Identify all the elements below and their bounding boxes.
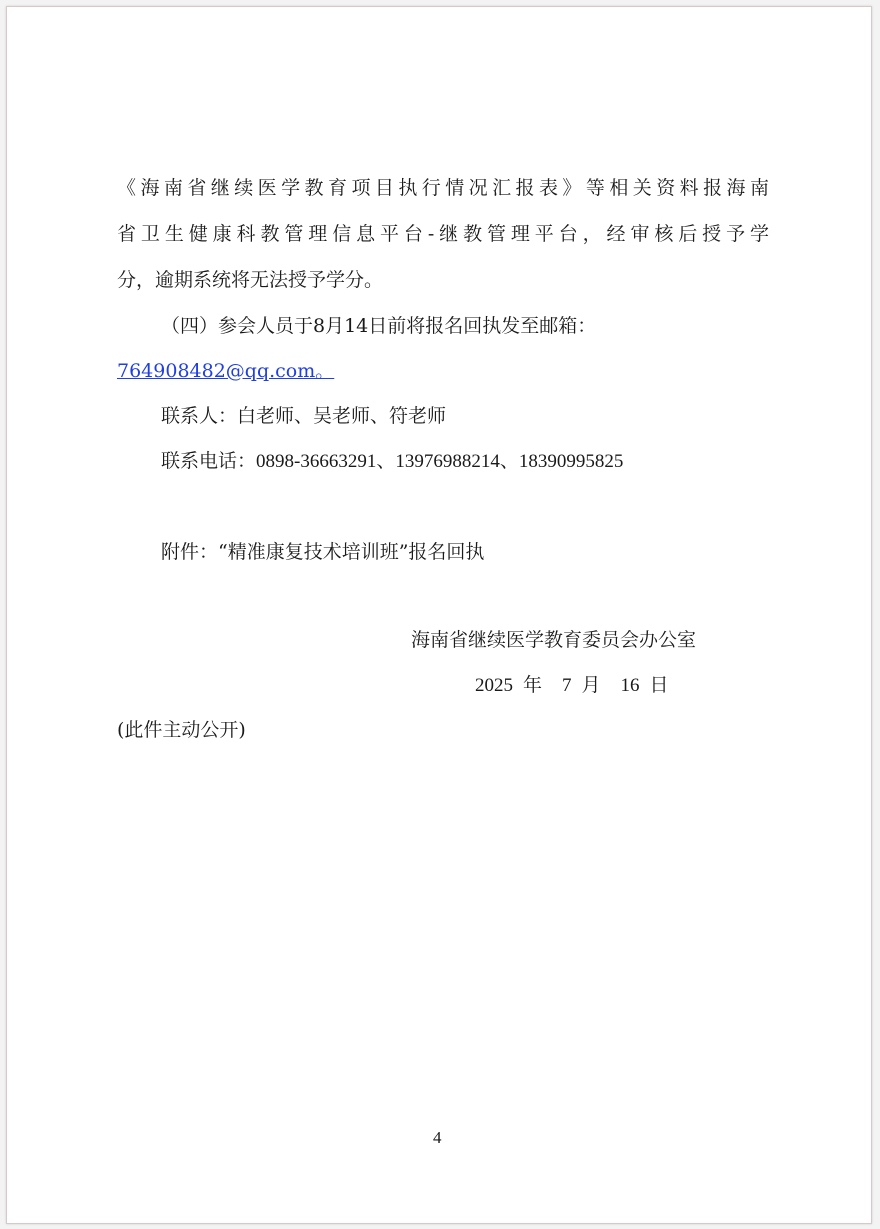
- email-link[interactable]: 764908482@qq.com。: [117, 360, 335, 382]
- page-number: 4: [433, 1128, 442, 1147]
- attachment-note: 附件：“精准康复技术培训班”报名回执: [161, 541, 485, 563]
- paragraph-line-2: 省卫生健康科教管理信息平台-继教管理平台，经审核后授予学: [117, 223, 769, 245]
- date-month: 7: [562, 675, 572, 696]
- contact-phones: 联系电话：0898-36663291、13976988214、18390995825: [161, 451, 624, 472]
- date-year: 2025: [475, 675, 513, 696]
- date-year-unit: 年: [523, 675, 543, 696]
- contact-people: 联系人：白老师、吴老师、符老师: [161, 405, 447, 427]
- issue-date: [475, 676, 669, 695]
- date-day-unit: 日: [649, 675, 669, 696]
- paragraph-line-1: 《海南省继续医学教育项目执行情况汇报表》等相关资料报海南: [117, 177, 769, 199]
- issuing-office: 海南省继续医学教育委员会办公室: [411, 629, 697, 651]
- date-day: 16: [620, 675, 640, 696]
- document-page: [6, 6, 872, 1224]
- date-month-unit: 月: [581, 675, 601, 696]
- disclosure-note: (此件主动公开): [117, 719, 246, 741]
- item-four-text: （四）参会人员于8月14日前将报名回执发至邮箱：: [161, 315, 597, 337]
- paragraph-line-3: 分，逾期系统将无法授予学分。: [117, 269, 384, 291]
